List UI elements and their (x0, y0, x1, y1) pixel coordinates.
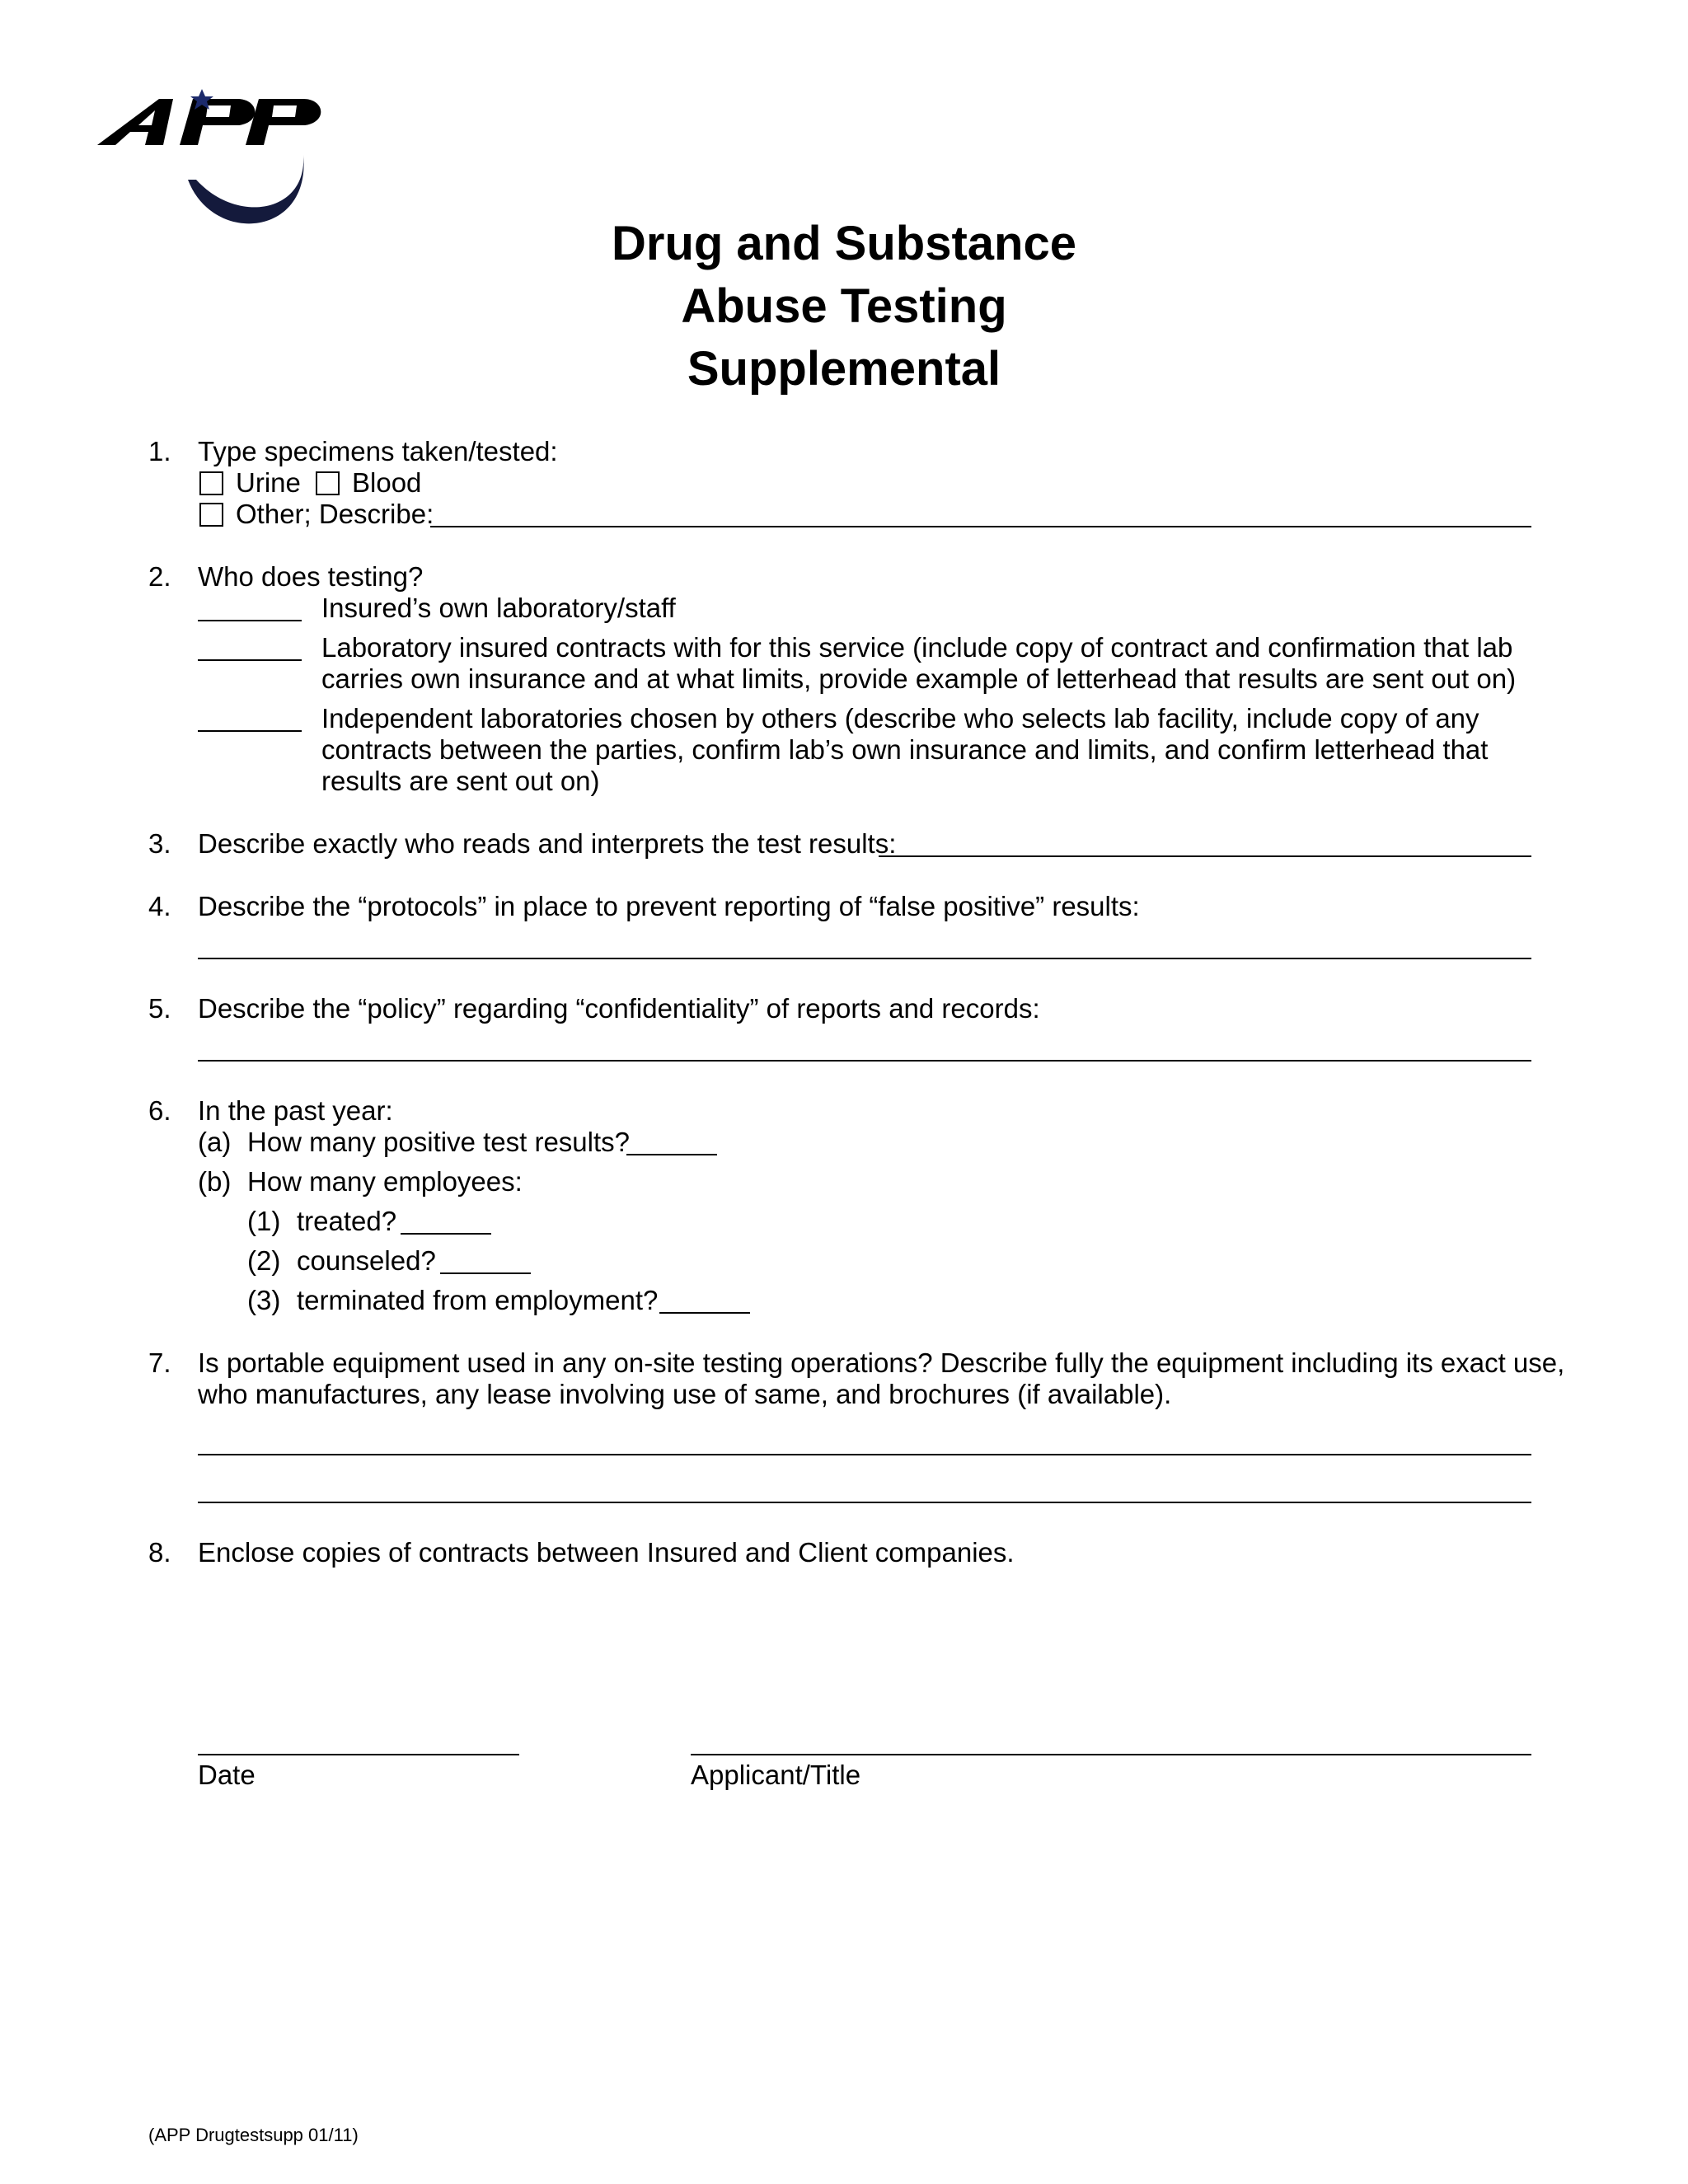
q6b1-text: treated? (297, 1206, 397, 1236)
q2-option-2-line-2: carries own insurance and at what limits, provide example of letterhead that results are sent out on) (321, 663, 1517, 694)
title-line-3: Supplemental (687, 342, 1001, 396)
q6a-text: How many positive test results? (247, 1127, 631, 1157)
q7-number: 7. (148, 1347, 171, 1378)
q5-number: 5. (148, 993, 171, 1024)
q6b3-text: terminated from employment? (297, 1285, 659, 1315)
q8-text: Enclose copies of contracts between Insured and Client companies. (198, 1537, 1015, 1568)
q6a-answer-blank[interactable] (626, 1154, 717, 1155)
other-describe-line[interactable] (430, 526, 1531, 527)
q6b1-answer-blank[interactable] (401, 1233, 491, 1235)
q7-line-1: Is portable equipment used in any on-site testing operations? Describe fully the equipment including its exact use, (198, 1347, 1565, 1378)
urine-label: Urine (236, 467, 301, 498)
form-code: (APP Drugtestsupp 01/11) (148, 2125, 359, 2145)
q2-text: Who does testing? (198, 561, 424, 592)
applicant-title-line[interactable] (691, 1754, 1531, 1755)
q1-number: 1. (148, 436, 171, 466)
app-logo (97, 89, 387, 227)
q6b1-label: (1) (247, 1206, 281, 1236)
q2-option-3-line-2: contracts between the parties, confirm lab’s own insurance and limits, and confirm letterhead that (321, 734, 1489, 765)
date-label: Date (198, 1760, 256, 1790)
urine-checkbox[interactable] (199, 471, 223, 495)
q5-answer-line[interactable] (198, 1060, 1531, 1062)
applicant-title-label: Applicant/Title (691, 1760, 861, 1790)
q2-option-1: Insured’s own laboratory/staff (321, 593, 676, 623)
q6b-text: How many employees: (247, 1166, 523, 1197)
other-checkbox[interactable] (199, 503, 223, 527)
q4-text: Describe the “protocols” in place to prevent reporting of “false positive” results: (198, 891, 1140, 921)
q2-option-2-line-1: Laboratory insured contracts with for this service (include copy of contract and confirmation that lab (321, 632, 1513, 663)
q8-number: 8. (148, 1537, 171, 1568)
q6b2-answer-blank[interactable] (440, 1272, 531, 1274)
q2-number: 2. (148, 561, 171, 592)
q1-text: Type specimens taken/tested: (198, 436, 558, 466)
q7-answer-line-2[interactable] (198, 1502, 1531, 1503)
q3-number: 3. (148, 828, 171, 859)
q6b-label: (b) (198, 1166, 232, 1197)
q6b3-answer-blank[interactable] (659, 1312, 750, 1314)
blood-checkbox[interactable] (316, 471, 340, 495)
q5-text: Describe the “policy” regarding “confidentiality” of reports and records: (198, 993, 1040, 1024)
other-label: Other; Describe: (236, 499, 434, 529)
title-line-1: Drug and Substance (612, 217, 1076, 270)
blood-label: Blood (352, 467, 422, 498)
q2-option-3-line-3: results are sent out on) (321, 766, 600, 796)
q6-number: 6. (148, 1095, 171, 1126)
q7-answer-line-1[interactable] (198, 1454, 1531, 1455)
q6b2-label: (2) (247, 1245, 281, 1276)
q6-text: In the past year: (198, 1095, 393, 1126)
q3-answer-line[interactable] (879, 855, 1531, 857)
q2-option-3-line-1: Independent laboratories chosen by others (describe who selects lab facility, include copy of any (321, 703, 1479, 733)
q4-answer-line[interactable] (198, 958, 1531, 959)
q4-number: 4. (148, 891, 171, 921)
q3-text: Describe exactly who reads and interprets the test results: (198, 828, 897, 859)
date-line[interactable] (198, 1754, 519, 1755)
title-line-2: Abuse Testing (681, 279, 1007, 333)
q2-option-2-blank[interactable] (198, 659, 302, 661)
q2-option-3-blank[interactable] (198, 730, 302, 732)
q2-option-1-blank[interactable] (198, 620, 302, 621)
q6a-label: (a) (198, 1127, 232, 1157)
q7-line-2: who manufactures, any lease involving use of same, and brochures (if available). (198, 1379, 1172, 1409)
q6b3-label: (3) (247, 1285, 281, 1315)
q6b2-text: counseled? (297, 1245, 436, 1276)
